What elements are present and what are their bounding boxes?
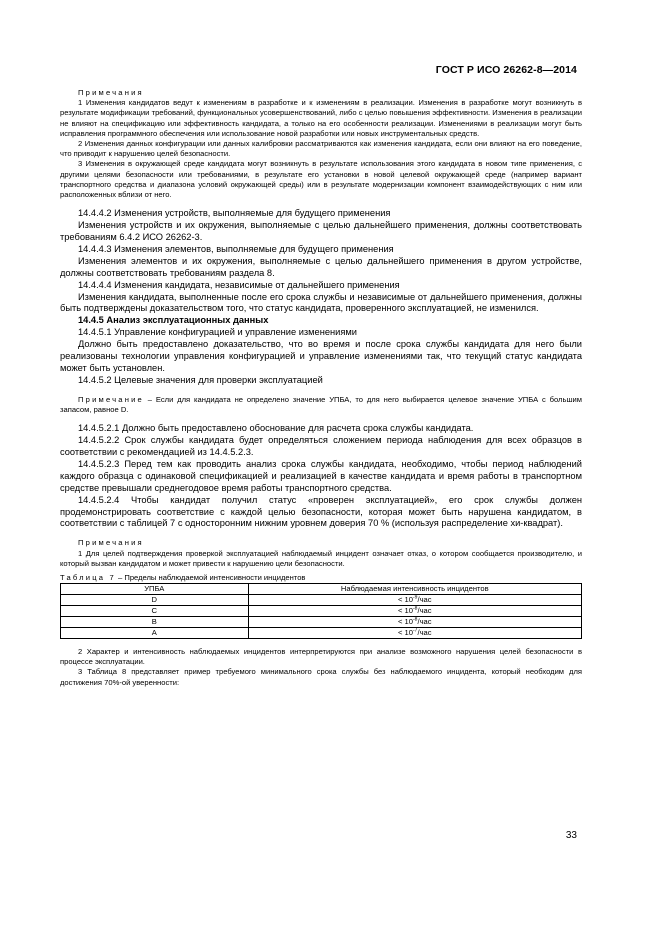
- body-paragraph: 14.4.5.2.2 Срок службы кандидата будет определяться сложением периода наблюдения для всех образцов в соответствии с рекомендацией из 14.4.5.2.3.: [60, 435, 582, 458]
- notes-heading: Примечания: [78, 88, 144, 97]
- table-caption-label: Таблица 7: [60, 573, 116, 582]
- page-number: 33: [565, 830, 577, 841]
- single-note: [60, 395, 582, 415]
- document-id-header: ГОСТ Р ИСО 26262-8—2014: [435, 64, 577, 76]
- column-header-asil: УПБА: [61, 584, 249, 595]
- body-paragraph: 14.4.5.2.3 Перед тем как проводить анализ срока службы кандидата, необходимо, чтобы период наблюдений каждого образца с одинаковой спецификацией и реализацией в качестве кандидата и время работы в транспортном средстве превышали среднегодовое время работы транспортного средства.: [60, 458, 582, 493]
- table-caption-text: – Пределы наблюдаемой интенсивности инцидентов: [115, 573, 306, 582]
- table-row: [61, 606, 582, 617]
- column-header-rate: Наблюдаемая интенсивность инцидентов: [248, 584, 581, 595]
- asil-cell: B: [61, 617, 249, 628]
- notes-heading: Примечания: [78, 538, 144, 548]
- asil-cell: C: [61, 606, 249, 617]
- rate-cell: < $10^{-7}$/час: [248, 628, 581, 639]
- section-heading: 14.4.4.2 Изменения устройств, выполняемые для будущего применения: [78, 208, 391, 219]
- incident-rate-table: [60, 583, 582, 639]
- body-paragraph: 14.4.5.2.4 Чтобы кандидат получил статус «проверен эксплуатацией», его срок службы должен продемонстрировать соответствие с каждой целью безопасности, которая может быть нарушена кандидатом, в соответствии с таблицей 7 с односторонним нижним уровнем доверия 70 % (используя распределение хи-квадрат).: [60, 494, 582, 529]
- asil-cell: D: [61, 595, 249, 606]
- section-heading-bold: 14.4.5 Анализ эксплуатационных данных: [78, 315, 269, 326]
- note-item: 1 Изменения кандидатов ведут к изменениям в разработке и к изменениям в реализации. Изменения в разработке могут возникнуть в результате модификации требований, функциональных усовершенствований, либо с целью повышения эффективности. Изменения в реализации не влияют на спецификацию или эффективность кандидата, а только на его особенности реализации. Изменениями в реализации могут быть исправления программного обеспечения или использование новой разработки или новых инструментальных средств.: [60, 98, 582, 138]
- body-paragraph: Изменения устройств и их окружения, выполняемые с целью дальнейшего применения, должны соответствовать требованиям 6.4.2 ИСО 26262-3.: [60, 220, 582, 243]
- table-row: [61, 595, 582, 606]
- asil-cell: A: [61, 628, 249, 639]
- rate-cell: < $10^{-9}$/час: [248, 595, 581, 606]
- section-heading: 14.4.5.2 Целевые значения для проверки эксплуатацией: [78, 374, 323, 385]
- note-text: – Если для кандидата не определено значение УПБА, то для него выбирается целевое значение УПБА с большим запасом, равное D.: [60, 394, 582, 415]
- table-row: [61, 628, 582, 639]
- section-heading: 14.4.4.3 Изменения элементов, выполняемые для будущего применения: [78, 243, 394, 254]
- section-heading: 14.4.5.1 Управление конфигурацией и управление изменениями: [78, 327, 357, 338]
- table-caption: [60, 573, 582, 583]
- page-content: [60, 88, 582, 688]
- note-item: 2 Изменения данных конфигурации или данных калибровки рассматриваются как изменения кандидата, если они влияют на его поведение, что приводит к нарушению целей безопасности.: [60, 139, 582, 159]
- rate-cell: < $10^{-8}$/час: [248, 606, 581, 617]
- body-paragraph: Изменения элементов и их окружения, выполняемые с целью дальнейшего применения в другом устройстве, должны соответствовать требованиям раздела 8.: [60, 255, 582, 278]
- note-label: Примечание: [78, 394, 144, 404]
- note-item: 3 Таблица 8 представляет пример требуемого минимального срока службы без наблюдаемого инцидента, который необходим для достижения 70%-ой уверенности:: [60, 667, 582, 687]
- rate-cell: < $10^{-8}$/час: [248, 617, 581, 628]
- body-paragraph: Должно быть предоставлено доказательство, что во время и после срока службы кандидата для него были реализованы технологии управления конфигурацией и управление изменениями так, что текущий статус кандидата может быть установлен.: [60, 339, 582, 374]
- note-item: 3 Изменения в окружающей среде кандидата могут возникнуть в результате использования этого кандидата в новом типе применения, с другими целями безопасности или требованиями, в результате его установки в новой целевой окружающей среде (например вариант транспортного средства и диапазона условий окружающей среды) или в результате модернизации компонент взаимодействующих с ним или расположенных вблизи от него.: [60, 159, 582, 200]
- table-row: [61, 617, 582, 628]
- body-paragraph: Изменения кандидата, выполненные после его срока службы и независимые от дальнейшего применения, должны быть подтверждены доказательством того, что статус кандидата, проверенного эксплуатацией, не изменился.: [60, 291, 582, 314]
- note-item: 2 Характер и интенсивность наблюдаемых инцидентов интерпретируются при анализе возможного нарушения целей безопасности в процессе эксплуатации.: [60, 647, 582, 667]
- note-item: 1 Для целей подтверждения проверкой эксплуатацией наблюдаемый инцидент означает отказ, о котором сообщается производителю, и который вызван кандидатом и может привести к нарушению цели безопасности.: [60, 548, 582, 568]
- table-header-row: [61, 584, 582, 595]
- body-paragraph: 14.4.5.2.1 Должно быть предоставлено обоснование для расчета срока службы кандидата.: [78, 423, 474, 434]
- section-heading: 14.4.4.4 Изменения кандидата, независимые от дальнейшего применения: [78, 279, 400, 290]
